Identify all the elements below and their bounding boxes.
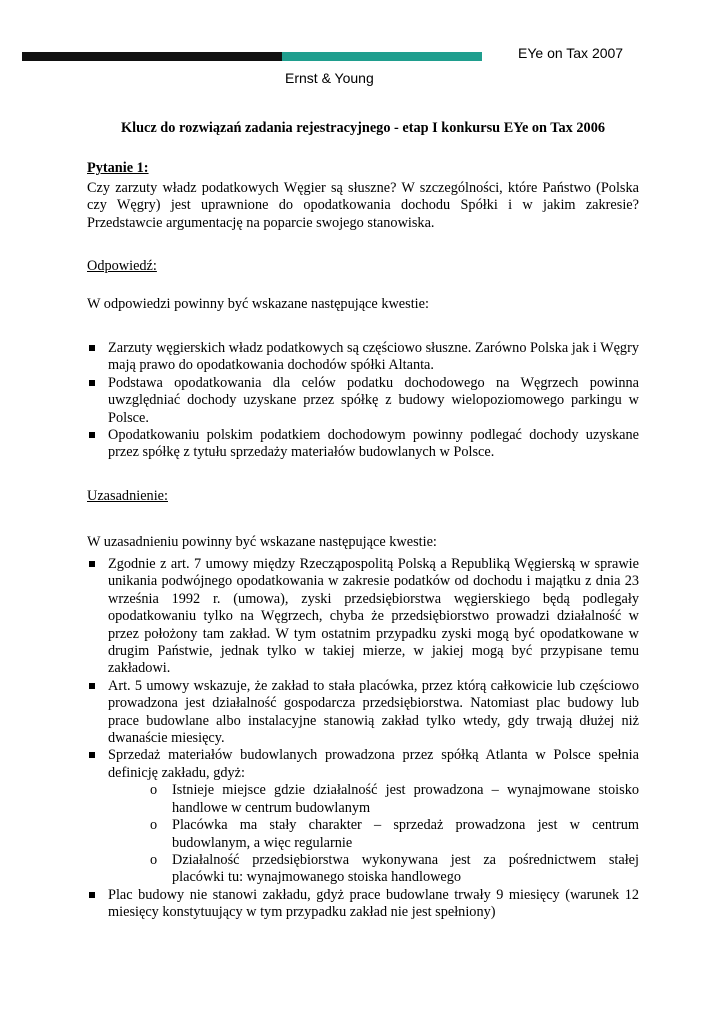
bullet-circle-icon: o bbox=[150, 851, 158, 868]
bullet-square-icon bbox=[89, 432, 95, 438]
bullet-circle-icon: o bbox=[150, 817, 158, 834]
list-item bbox=[87, 427, 639, 462]
document-label: EYe on Tax 2007 bbox=[518, 45, 624, 61]
sub-list-item-text: Istnieje miejsce gdzie działalność jest prowadzona – wynajmowane stoisko handlowe w centrum budowlanym bbox=[172, 782, 639, 816]
sub-list-item bbox=[150, 852, 639, 887]
list-item-text: Podstawa opodatkowania dla celów podatku dochodowego na Węgrzech powinna uwzględniać dochody uzyskane przez spółkę z budowy wielopoziomowego parkingu w Polsce. bbox=[108, 374, 639, 426]
list-item bbox=[87, 747, 639, 886]
sub-list-item-text: Placówka ma stały charakter – sprzedaż prowadzona jest w centrum budowlanym, a więc regularnie bbox=[172, 817, 639, 851]
answer-list bbox=[87, 340, 639, 462]
bullet-square-icon bbox=[89, 345, 95, 351]
list-item-text: Opodatkowaniu polskim podatkiem dochodowym powinny podlegać dochody uzyskane przez spółkę z tytułu sprzedaży materiałów budowlanych w Polsce. bbox=[108, 427, 639, 461]
answer-intro: W odpowiedzi powinny być wskazane następujące kwestie: bbox=[87, 296, 429, 312]
list-item-text: Zarzuty węgierskich władz podatkowych są częściowo słuszne. Zarówno Polska jak i Węgry mają prawo do opodatkowania dochodów spółki Altanta. bbox=[108, 340, 639, 374]
firm-name: Ernst & Young bbox=[285, 70, 374, 86]
list-item bbox=[87, 887, 639, 922]
bullet-square-icon bbox=[89, 380, 95, 386]
justification-list bbox=[87, 556, 639, 922]
sub-list-item-text: Działalność przedsiębiorstwa wykonywana jest za pośrednictwem stałej placówki tu: wynajmowanego stoiska handlowego bbox=[172, 851, 639, 886]
sub-list-item bbox=[150, 817, 639, 852]
list-item-text: Sprzedaż materiałów budowlanych prowadzona przez spółką Atlanta w Polsce spełnia definicję zakładu, gdyż: bbox=[108, 747, 639, 781]
sub-list-item bbox=[150, 782, 639, 817]
header-bar-black bbox=[22, 52, 282, 61]
answer-heading: Odpowiedź: bbox=[87, 258, 157, 274]
sub-list bbox=[87, 782, 639, 886]
bullet-square-icon bbox=[89, 561, 95, 567]
bullet-square-icon bbox=[89, 892, 95, 898]
document-title: Klucz do rozwiązań zadania rejestracyjnego - etap I konkursu EYe on Tax 2006 bbox=[121, 120, 605, 136]
list-item-text: Plac budowy nie stanowi zakładu, gdyż prace budowlane trwały 9 miesięcy (warunek 12 miesięcy konstytuujący w tym przypadku zakład nie jest spełniony) bbox=[108, 886, 639, 921]
header-bar-teal bbox=[282, 52, 482, 61]
bullet-square-icon bbox=[89, 683, 95, 689]
list-item bbox=[87, 556, 639, 678]
list-item bbox=[87, 340, 639, 375]
list-item-text: Art. 5 umowy wskazuje, że zakład to stała placówka, przez którą całkowicie lub częściowo prowadzona jest działalność gospodarcza przedsiębiorstwa. Natomiast plac budowy lub prace budowlane albo instalacyjne stanowią zakład tylko wtedy, gdy trwają dłużej niż dwanaście miesięcy. bbox=[108, 677, 639, 747]
list-item-text: Zgodnie z art. 7 umowy między Rzecząpospolitą Polską a Republiką Węgierską w sprawie unikania podwójnego opodatkowania w zakresie podatków od dochodu i majątku z dnia 23 września 1992 r. (umowa), zyski przedsiębiorstwa węgierskiego będą podlegały opodatkowaniu tylko na Węgrzech, chyba że przedsiębiorstwo prowadzi działalność w przez położony tam zakład. W tym ostatnim przypadku zyski mogą być opodatkowane w drugim Państwie, jednak tylko w takiej mierze, w jakiej mogą być przypisane temu zakładowi. bbox=[108, 556, 639, 677]
question-text: Czy zarzuty władz podatkowych Węgier są słuszne? W szczególności, które Państwo (Polska czy Węgry) jest uprawnione do opodatkowania dochodu Spółki i w jakim zakresie? Przedstawcie argumentację na poparcie swojego stanowiska. bbox=[87, 180, 639, 231]
list-item bbox=[87, 375, 639, 427]
question-heading: Pytanie 1: bbox=[87, 160, 149, 176]
bullet-square-icon bbox=[89, 752, 95, 758]
list-item bbox=[87, 678, 639, 748]
bullet-circle-icon: o bbox=[150, 782, 158, 799]
justification-heading: Uzasadnienie: bbox=[87, 488, 168, 504]
justification-intro: W uzasadnieniu powinny być wskazane następujące kwestie: bbox=[87, 534, 437, 550]
